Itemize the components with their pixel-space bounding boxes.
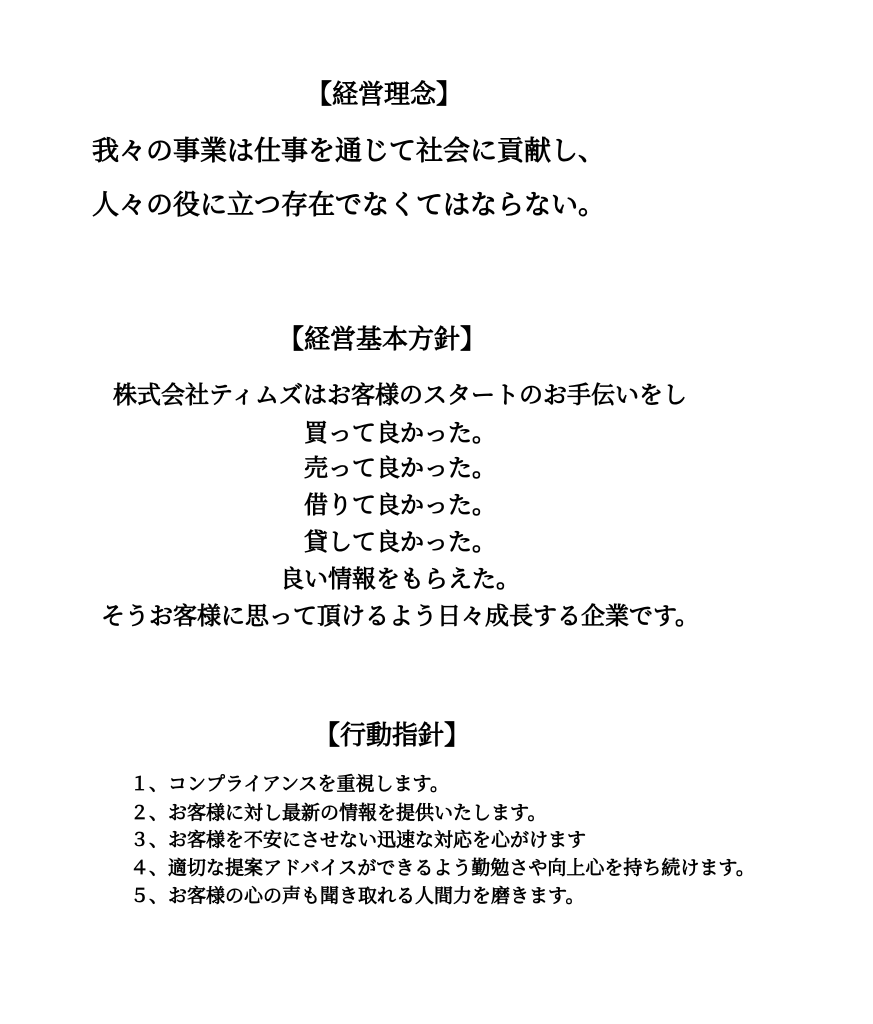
basic-policy-line-3: 売って良かった。 [304,454,496,482]
basic-policy-heading: 【経営基本方針】 [278,325,487,355]
guideline-item-1: １、コンプライアンスを重視します。 [130,773,450,795]
guideline-item-2: ２、お客様に対し最新の情報を提供いたします。 [130,802,547,824]
basic-policy-line-6: 良い情報をもらえた。 [280,565,520,593]
philosophy-line-1: 我々の事業は仕事を通じて社会に貢献し、 [92,136,605,167]
guideline-item-4: ４、適切な提案アドバイスができるよう勤勉さや向上心を持ち続けます。 [130,857,755,879]
guideline-item-3: ３、お客様を不安にさせない迅速な対応を心がけます [130,829,587,851]
guideline-item-5: ５、お客様の心の声も聞き取れる人間力を磨きます。 [130,885,585,907]
basic-policy-line-7: そうお客様に思って頂けるよう日々成長する企業です。 [100,602,700,630]
guidelines-heading: 【行動指針】 [314,721,471,751]
basic-policy-line-5: 貸して良かった。 [304,528,496,556]
philosophy-heading: 【経営理念】 [306,80,463,110]
philosophy-line-2: 人々の役に立つ存在でなくてはならない。 [92,190,605,221]
basic-policy-line-1: 株式会社ティムズはお客様のスタートのお手伝いをし [112,381,688,409]
basic-policy-line-4: 借りて良かった。 [304,491,496,519]
basic-policy-line-2: 買って良かった。 [304,419,496,447]
